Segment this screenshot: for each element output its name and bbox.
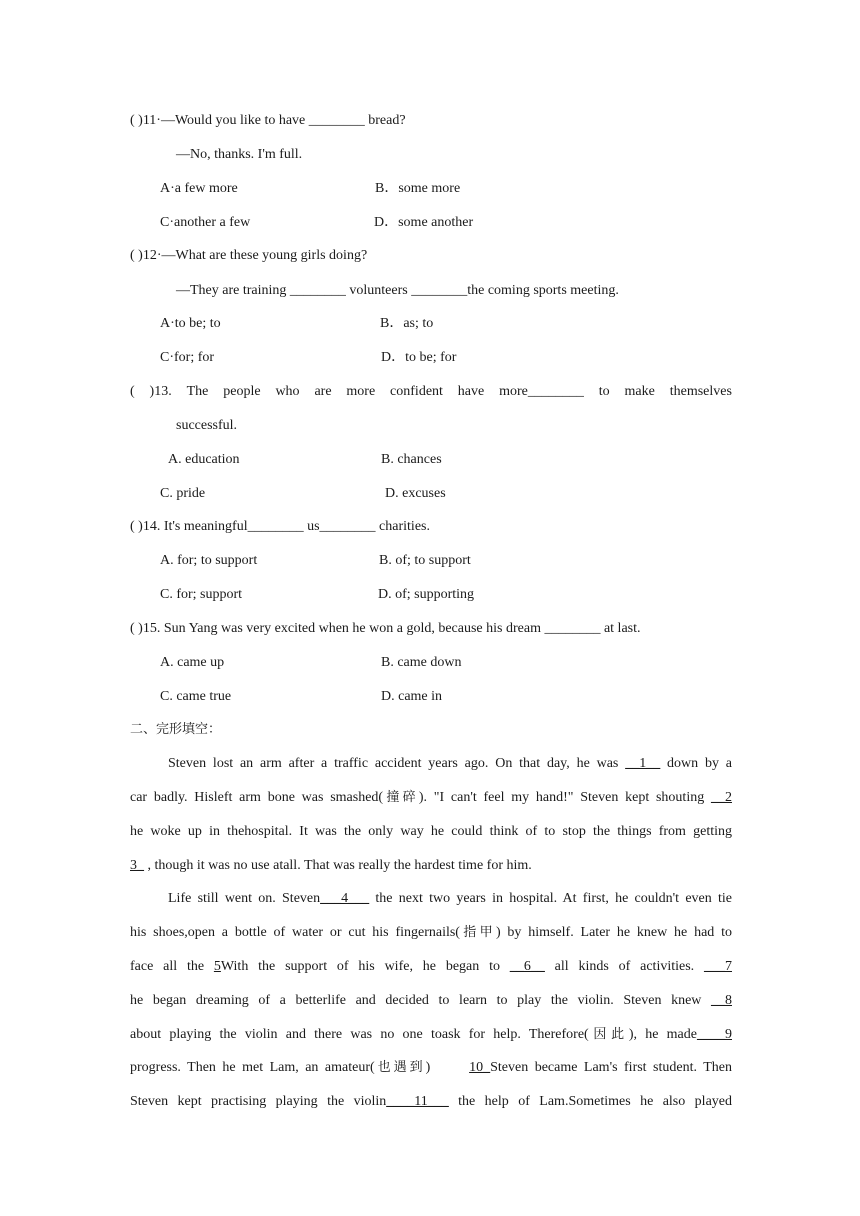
passage-text: he began dreaming of a betterlife and decided to learn to play the violin. Steven knew <box>130 993 711 1008</box>
section-title: 二、完形填空： <box>130 722 222 737</box>
q13-word: are <box>314 384 332 399</box>
question-11-stem: ( )11·—Would you like to have ________ bread? <box>130 113 406 128</box>
passage-text: all kinds of activities. <box>544 959 704 974</box>
question-15-stem: ( )15. Sun Yang was very excited when he won a gold, because his dream ________ at last. <box>130 621 641 636</box>
passage-text-chinese: 因此 <box>588 1027 629 1042</box>
passage-text: progress. Then he met Lam, an amateur( <box>130 1060 375 1075</box>
passage-line-6 <box>130 924 732 942</box>
blank-2: __2 <box>710 790 732 805</box>
q13-word: ( <box>130 384 135 399</box>
question-12-reply: —They are training ________ volunteers ________the coming sports meeting. <box>176 283 619 298</box>
question-12-stem: ( )12·—What are these young girls doing? <box>130 248 368 263</box>
question-12-option-c: C·for; for <box>160 350 215 365</box>
question-12-option-a: A·to be; to <box>160 316 221 331</box>
question-11-option-b: B．some more <box>375 181 461 196</box>
blank-10: 10_ <box>469 1060 491 1075</box>
passage-text: , though it was no use atall. That was really the hardest time for him. <box>144 858 532 873</box>
question-12-option-d: D．to be; for <box>381 350 457 365</box>
question-11-option-c: C·another a few <box>160 215 251 230</box>
q13-word: have <box>457 384 485 399</box>
passage-text: Steven kept practising playing the violin <box>130 1094 387 1109</box>
passage-line-9 <box>130 1026 732 1044</box>
question-14-option-b: B. of; to support <box>379 553 471 568</box>
passage-text: the next two years in hospital. At first, he couldn't even tie <box>369 891 732 906</box>
passage-line-1 <box>168 755 732 773</box>
question-13-option-a: A. education <box>168 452 240 467</box>
question-14-option-d: D. of; supporting <box>378 587 475 602</box>
passage-text: about playing the violin and there was no one toask for help. Therefore( <box>130 1027 589 1042</box>
passage-text: With the support of his wife, he began to <box>220 959 510 974</box>
passage-line-3: he woke up in thehospital. It was the only way he could think of to stop the things from getting <box>130 824 732 839</box>
passage-text: face all the <box>130 959 214 974</box>
blank-6: __6__ <box>509 959 545 974</box>
question-15-option-c: C. came true <box>160 689 232 704</box>
blank-5: 5 <box>213 959 221 974</box>
passage-text-chinese: 撞碎 <box>383 790 419 805</box>
question-11-reply: —No, thanks. I'm full. <box>176 147 303 162</box>
question-15-option-d: D. came in <box>381 689 443 704</box>
question-13-option-d: D. excuses <box>385 486 446 501</box>
passage-text: Steven became Lam's first student. Then <box>490 1060 732 1075</box>
question-11-option-d: D．some another <box>374 215 474 230</box>
passage-line-4 <box>130 857 532 875</box>
q13-word: make <box>624 384 655 399</box>
q13-word: themselves <box>669 384 732 399</box>
passage-line-7 <box>130 958 732 976</box>
blank-9: ____9 <box>696 1027 732 1042</box>
q13-word: more <box>346 384 376 399</box>
question-13-option-b: B. chances <box>381 452 442 467</box>
q13-word: people <box>223 384 261 399</box>
passage-line-5 <box>168 890 732 908</box>
passage-text: his shoes,open a bottle of water or cut his fingernails( <box>130 925 460 940</box>
passage-text: Life still went on. Steven <box>168 891 321 906</box>
q13-word: confident <box>390 384 443 399</box>
passage-text: ). "I can't feel my hand!" Steven kept shouting <box>418 790 711 805</box>
q13-word: more________ <box>499 384 584 399</box>
passage-line-2 <box>130 789 732 807</box>
question-12-option-b: B．as; to <box>380 316 434 331</box>
passage-text: the help of Lam.Sometimes he also played <box>448 1094 732 1109</box>
passage-text: ) <box>425 1060 431 1075</box>
passage-text: ), he made <box>628 1027 697 1042</box>
question-14-stem: ( )14. It's meaningful________ us________ charities. <box>130 519 430 534</box>
q13-word: )13. <box>149 384 172 399</box>
q13-word: to <box>598 384 610 399</box>
passage-text: Steven lost an arm after a traffic accident years ago. On that day, he was <box>168 756 626 771</box>
blank-4: ___4___ <box>320 891 370 906</box>
question-14-option-a: A. for; to support <box>160 553 258 568</box>
passage-text: ) by himself. Later he knew he had to <box>495 925 732 940</box>
passage-line-8 <box>130 992 732 1010</box>
passage-line-10 <box>130 1059 732 1077</box>
question-15-option-b: B. came down <box>381 655 462 670</box>
passage-text: car badly. Hisleft arm bone was smashed( <box>130 790 384 805</box>
q13-word: The <box>186 384 209 399</box>
blank-3: 3_ <box>130 858 144 873</box>
question-13-stem <box>130 383 732 401</box>
question-15-option-a: A. came up <box>160 655 225 670</box>
question-14-option-c: C. for; support <box>160 587 243 602</box>
passage-text-chinese: 指甲 <box>459 925 496 940</box>
blank-1: __1__ <box>625 756 661 771</box>
blank-7: ___7 <box>704 959 732 974</box>
question-11-option-a: A·a few more <box>160 181 238 196</box>
passage-line-11 <box>130 1093 732 1111</box>
question-13-continuation: successful. <box>176 418 238 433</box>
blank-8: __8 <box>711 993 732 1008</box>
blank-11: ____11___ <box>386 1094 449 1109</box>
question-13-option-c: C. pride <box>160 486 206 501</box>
q13-word: who <box>275 384 300 399</box>
passage-text: down by a <box>660 756 733 771</box>
passage-text-chinese: 也遇到 <box>374 1060 426 1075</box>
